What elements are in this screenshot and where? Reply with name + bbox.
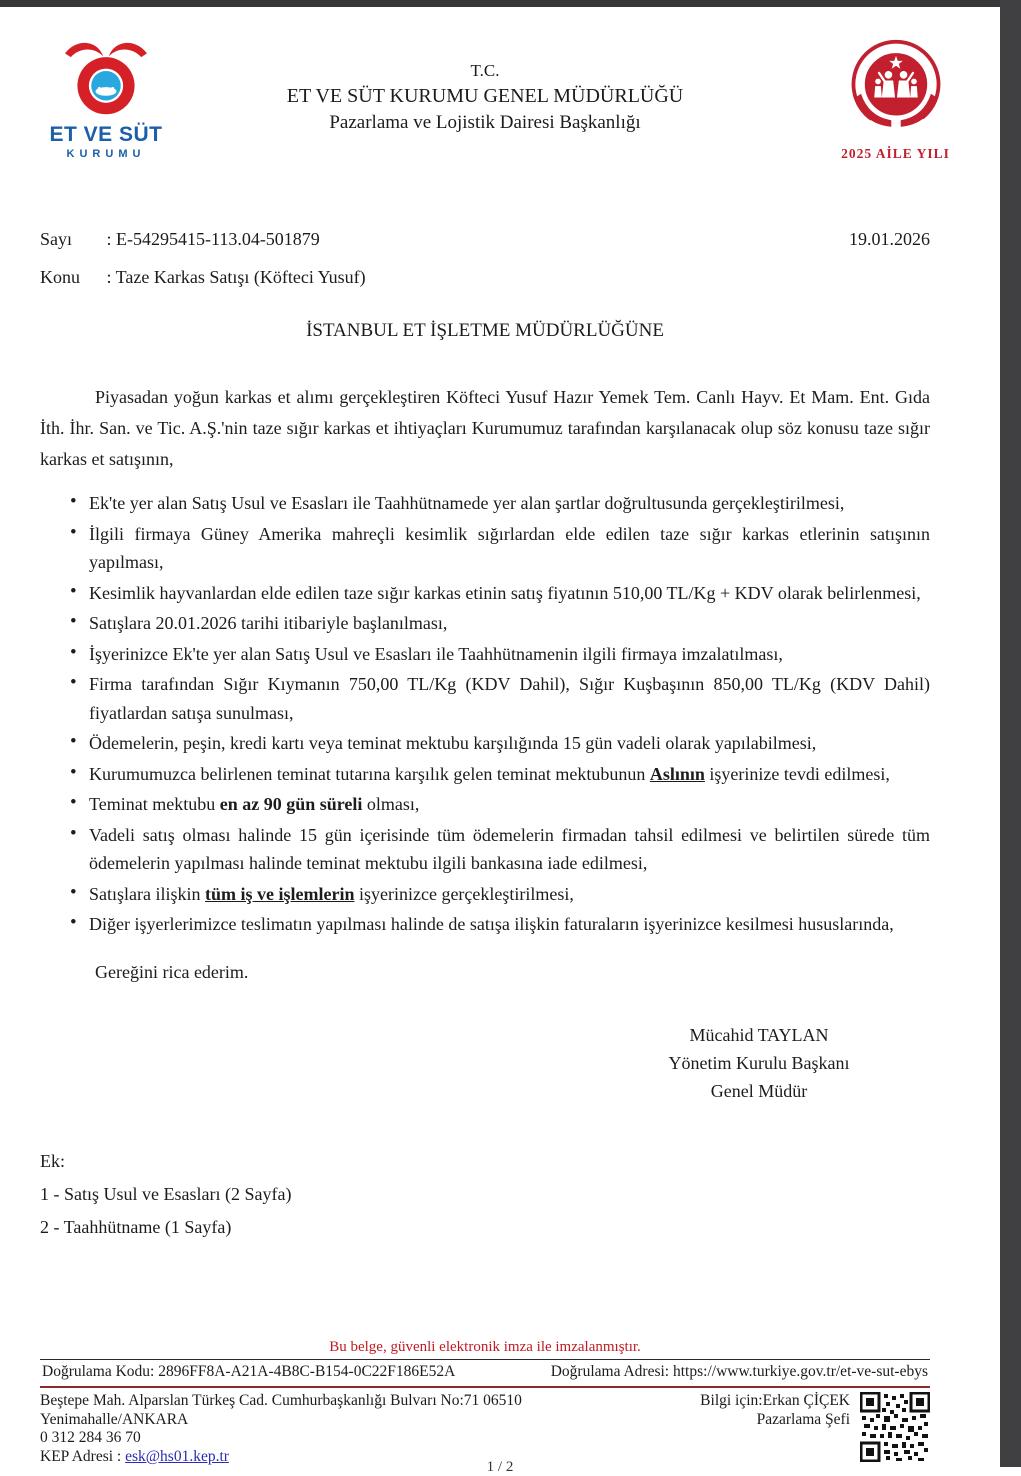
attachments-label: Ek: — [40, 1150, 65, 1171]
letter-meta — [40, 229, 930, 305]
letterhead-dept: Pazarlama ve Lojistik Dairesi Başkanlığı — [329, 111, 641, 133]
konu-label: Konu — [40, 267, 80, 287]
directive-text: İlgili firmaya Güney Amerika mahreçli kesimlik sığırlardan elde edilen taze sığır karkas etlerinin satışının yapılması, — [89, 523, 930, 572]
directive-text: Vadeli satış olması halinde 15 gün içerisinde tüm ödemelerin firmadan tahsil edilmesi ve belirtilen sürede tüm ödemelerin yapılması halinde teminat mektubu ilgili bankasına iade edilmesi, — [89, 824, 930, 873]
verify-code-label: Doğrulama Kodu: — [42, 1363, 155, 1380]
address-line-1: Beştepe Mah. Alparslan Türkeş Cad. Cumhurbaşkanlığı Bulvarı No:71 06510 — [40, 1392, 522, 1409]
recipient-heading: İSTANBUL ET İŞLETME MÜDÜRLÜĞÜNE — [306, 320, 664, 341]
verify-address — [551, 1363, 928, 1381]
directive-text: Satışlara ilişkin — [89, 883, 205, 904]
qr-code-icon — [860, 1392, 930, 1462]
directive-emphasis: tüm iş ve işlemlerin — [205, 883, 355, 904]
directive-list — [70, 489, 930, 939]
letterhead-org: ET VE SÜT KURUMU GENEL MÜDÜRLÜĞÜ — [286, 84, 684, 107]
directive-item — [70, 489, 930, 518]
footer-columns — [40, 1392, 930, 1466]
bull-emblem-icon — [51, 40, 161, 120]
directive-item — [70, 729, 930, 758]
directive-item — [70, 910, 930, 939]
contact-person: Bilgi için:Erkan ÇİÇEK — [700, 1392, 850, 1409]
closing-line: Gereğini rica ederim. — [95, 961, 249, 982]
directive-text: Kesimlik hayvanlardan elde edilen taze sığır karkas etinin satış fiyatının 510,00 TL/Kg + KDV olarak belirlenmesi, — [89, 582, 921, 603]
contact-info — [700, 1392, 850, 1466]
directive-text: işyerinizce gerçekleştirilmesi, — [354, 883, 574, 904]
directive-text: olması, — [362, 794, 420, 814]
verify-code-value: 2896FF8A-A21A-4B8C-B154-0C22F186E52A — [158, 1363, 456, 1380]
letterhead — [185, 60, 785, 136]
attachments-block — [40, 1145, 930, 1244]
verification-row — [40, 1359, 930, 1388]
directive-item — [70, 609, 930, 638]
directive-text: Ek'te yer alan Satış Usul ve Esasları ile Taahhütnamede yer alan şartlar doğrultusunda gerçekleştirilmesi, — [89, 493, 845, 513]
konu-row — [40, 267, 930, 288]
etsk-logo — [36, 40, 176, 160]
signature-block — [594, 1021, 924, 1105]
org-address — [40, 1392, 522, 1466]
letterhead-tc: T.C. — [470, 61, 500, 80]
sayi-label: Sayı — [40, 229, 73, 249]
sayi-value: : E-54295415-113.04-501879 — [106, 229, 320, 249]
letter-body — [40, 320, 930, 1244]
directive-text: Satışlara 20.01.2026 tarihi itibariyle başlanılması, — [89, 613, 448, 633]
directive-item — [70, 520, 930, 577]
letter-footer — [40, 1339, 930, 1466]
intro-paragraph: Piyasadan yoğun karkas et alımı gerçekleştiren Köfteci Yusuf Hazır Yemek Tem. Canlı Hayv. Et Mam. Ent. Gıda İth. İhr. San. ve Tic. A.Ş.'nin taze sığır karkas et ihtiyaçları Kurumumuz tarafından karşılanacak olup söz konusu taze sığır karkas et satışının, — [40, 387, 930, 469]
directive-text: Diğer işyerlerimizce teslimatın yapılması halinde de satışa ilişkin faturaların işyerinizce kesilmesi hususlarında, — [89, 914, 894, 934]
signer-title-2: Genel Müdür — [710, 1080, 808, 1101]
document-page — [0, 7, 1000, 1475]
attachment-item: 2 - Taahhütname (1 Sayfa) — [40, 1216, 232, 1237]
signer-name: Mücahid TAYLAN — [689, 1024, 829, 1045]
etsk-logo-text: ET VE SÜT — [49, 123, 163, 146]
directive-item — [70, 640, 930, 669]
directive-text: Ödemelerin, peşin, kredi kartı veya teminat mektubu karşılığında 15 gün vadeli olarak yapılabilmesi, — [89, 733, 817, 753]
directive-text: Firma tarafından Sığır Kıymanın 750,00 TL/Kg (KDV Dahil), Sığır Kuşbaşının 850,00 TL/Kg (KDV Dahil) fiyatlardan satışa sunulması, — [89, 674, 930, 723]
directive-item — [70, 821, 930, 878]
directive-item — [70, 880, 930, 909]
verify-address-value: https://www.turkiye.gov.tr/et-ve-sut-ebys — [673, 1363, 928, 1380]
viewer-top-edge — [0, 0, 1021, 7]
konu-value: : Taze Karkas Satışı (Köfteci Yusuf) — [106, 267, 366, 287]
contact-title: Pazarlama Şefi — [756, 1410, 850, 1428]
directive-text: Kurumumuzca belirlenen teminat tutarına karşılık gelen teminat mektubunun — [89, 763, 650, 784]
kep-label: KEP Adresi : — [40, 1447, 122, 1465]
directive-item — [70, 579, 930, 608]
viewer-right-edge — [1000, 0, 1021, 1467]
directive-emphasis: Aslının — [649, 763, 705, 784]
signer-title-1: Yönetim Kurulu Başkanı — [668, 1052, 850, 1073]
verify-code — [42, 1363, 455, 1381]
esign-notice: Bu belge, güvenli elektronik imza ile imzalanmıştır. — [329, 1339, 641, 1355]
phone-number: 0 312 284 36 70 — [40, 1429, 141, 1446]
page-number: 1 / 2 — [486, 1459, 514, 1475]
sayi-row — [40, 229, 930, 250]
directive-item — [70, 760, 930, 789]
verify-address-label: Doğrulama Adresi: — [550, 1363, 670, 1380]
address-line-2: Yenimahalle/ANKARA — [40, 1410, 189, 1428]
directive-emphasis: en az 90 gün süreli — [219, 794, 363, 814]
family-year-caption: 2025 AİLE YILI — [841, 146, 950, 161]
directive-text: Teminat mektubu — [89, 794, 220, 814]
family-year-logo — [833, 37, 958, 162]
directive-text: İşyerinizce Ek'te yer alan Satış Usul ve Esasları ile Taahhütnamenin ilgili firmaya imzalatılması, — [89, 643, 783, 664]
kep-address-link[interactable]: esk@hs01.kep.tr — [125, 1447, 229, 1465]
attachment-item: 1 - Satış Usul ve Esasları (2 Sayfa) — [40, 1183, 292, 1204]
directive-item — [70, 790, 930, 819]
letter-date: 19.01.2026 — [849, 229, 930, 249]
family-emblem-icon — [844, 37, 948, 141]
directive-text: işyerinize tevdi edilmesi, — [704, 763, 890, 784]
directive-item — [70, 670, 930, 727]
etsk-logo-subtext: KURUMU — [66, 148, 146, 160]
